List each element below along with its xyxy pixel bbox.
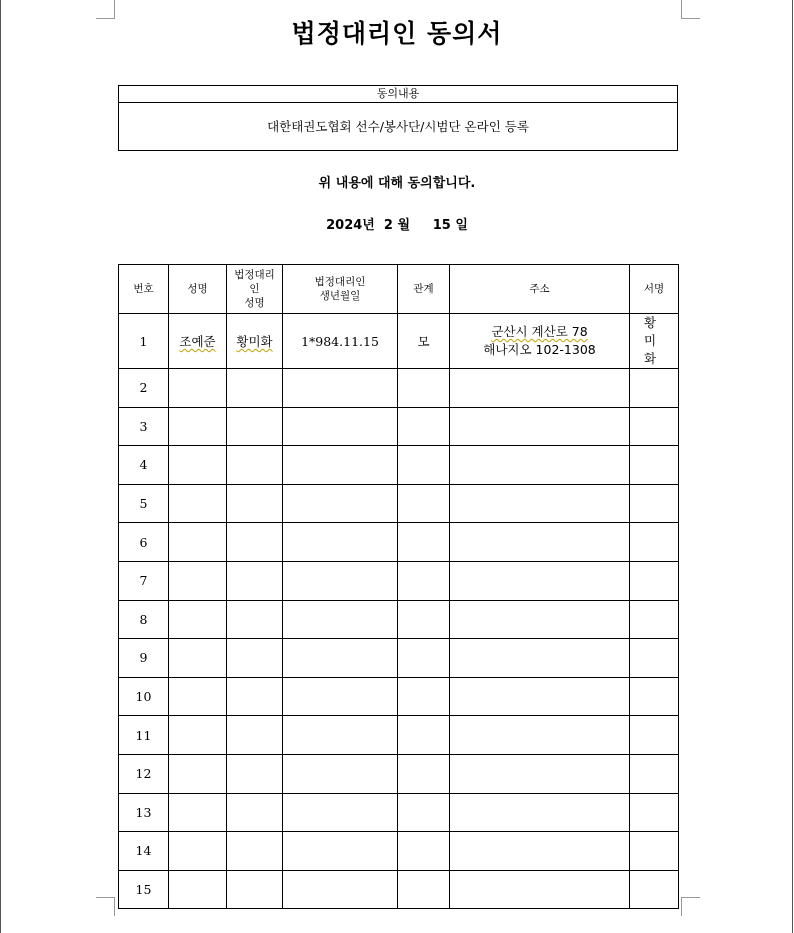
header-signature: 서명 [630, 265, 679, 314]
document-title: 법정대리인 동의서 [291, 19, 503, 48]
table-row [119, 369, 679, 408]
date-year: 2024년 [326, 218, 375, 233]
row-number: 11 [119, 716, 169, 755]
guardian-name-cell[interactable] [227, 600, 283, 639]
row-number: 12 [119, 754, 169, 793]
row-number: 4 [119, 446, 169, 485]
student-name-cell[interactable] [169, 369, 227, 408]
row-number: 1 [119, 314, 169, 369]
relation-cell[interactable] [398, 677, 450, 716]
agree-statement: 위 내용에 대해 동의합니다. [318, 176, 476, 191]
student-name-cell[interactable] [169, 314, 227, 369]
header-guardian-name-line2: 인 [249, 283, 260, 295]
signature-cell[interactable] [630, 754, 679, 793]
table-row [119, 793, 679, 832]
address-cell[interactable] [450, 793, 630, 832]
address-cell[interactable] [450, 407, 630, 446]
student-name-cell[interactable] [169, 832, 227, 871]
relation-cell[interactable] [398, 561, 450, 600]
student-name-cell[interactable] [169, 484, 227, 523]
table-row [119, 754, 679, 793]
signature-cell[interactable] [630, 314, 679, 369]
address-cell[interactable] [450, 716, 630, 755]
consent-content-box [118, 85, 678, 151]
crop-mark-bottom-left [96, 897, 115, 916]
relation-cell[interactable] [398, 716, 450, 755]
header-address: 주소 [450, 265, 630, 314]
relation-cell[interactable] [398, 369, 450, 408]
address-cell[interactable] [450, 446, 630, 485]
table-row [119, 832, 679, 871]
table-row [119, 484, 679, 523]
guardian-birth-cell[interactable] [283, 639, 398, 678]
address-cell[interactable] [450, 832, 630, 871]
guardian-birth-cell[interactable] [283, 407, 398, 446]
header-guardian-name-line3: 성명 [244, 297, 265, 309]
guardian-name-cell[interactable] [227, 561, 283, 600]
page-edge-left [0, 0, 1, 933]
signature-cell[interactable] [630, 832, 679, 871]
table-row [119, 716, 679, 755]
guardian-name-cell[interactable] [227, 677, 283, 716]
signature-cell[interactable] [630, 369, 679, 408]
row-number: 13 [119, 793, 169, 832]
student-name-cell[interactable] [169, 407, 227, 446]
header-guardian-name [227, 265, 283, 314]
table-row [119, 677, 679, 716]
guardian-name-cell[interactable] [227, 314, 283, 369]
guardian-birth-cell[interactable] [283, 600, 398, 639]
guardian-name-cell[interactable] [227, 446, 283, 485]
student-name-cell[interactable] [169, 446, 227, 485]
guardian-table [118, 264, 679, 909]
signature-cell[interactable] [630, 870, 679, 909]
page-edge-right [792, 0, 793, 933]
relation-cell[interactable] [398, 793, 450, 832]
header-relation: 관계 [398, 265, 450, 314]
guardian-name: 황미화 [236, 334, 273, 349]
signature-cell[interactable] [630, 793, 679, 832]
signature-cell[interactable] [630, 677, 679, 716]
signature-cell[interactable] [630, 639, 679, 678]
student-name-cell[interactable] [169, 793, 227, 832]
student-name-cell[interactable] [169, 754, 227, 793]
signature-line2: 화 [643, 351, 665, 366]
relation-cell[interactable] [398, 600, 450, 639]
row-number: 15 [119, 870, 169, 909]
guardian-birth-cell[interactable] [283, 716, 398, 755]
guardian-name-cell[interactable] [227, 870, 283, 909]
signature-cell[interactable] [630, 716, 679, 755]
date-day: 15 일 [432, 218, 468, 233]
student-name-cell[interactable] [169, 523, 227, 562]
address-cell[interactable] [450, 600, 630, 639]
student-name: 조예준 [179, 334, 216, 349]
row-number: 7 [119, 561, 169, 600]
header-no: 번호 [119, 265, 169, 314]
crop-mark-bottom-right [681, 897, 700, 916]
guardian-name-cell[interactable] [227, 793, 283, 832]
relation-cell[interactable] [398, 832, 450, 871]
address-cell[interactable] [450, 754, 630, 793]
table-row [119, 446, 679, 485]
student-name-cell[interactable] [169, 639, 227, 678]
row-number: 5 [119, 484, 169, 523]
consent-body: 대한태권도협회 선수/봉사단/시범단 온라인 등록 [267, 119, 529, 134]
relation-cell[interactable] [398, 754, 450, 793]
table-row [119, 639, 679, 678]
guardian-birth-cell[interactable] [283, 793, 398, 832]
guardian-birth-cell[interactable] [283, 677, 398, 716]
address-cell[interactable] [450, 369, 630, 408]
student-name-cell[interactable] [169, 716, 227, 755]
signature-cell[interactable] [630, 561, 679, 600]
relation-cell[interactable] [398, 870, 450, 909]
guardian-name-cell[interactable] [227, 716, 283, 755]
student-name-cell[interactable] [169, 870, 227, 909]
header-guardian-birth [283, 265, 398, 314]
date-month: 2 월 [383, 218, 411, 233]
table-row [119, 314, 679, 369]
row-number: 10 [119, 677, 169, 716]
guardian-birth[interactable]: 1*984.11.15 [283, 314, 398, 369]
relation-cell[interactable] [398, 407, 450, 446]
guardian-birth-cell[interactable] [283, 369, 398, 408]
date-line [0, 214, 794, 233]
signature-line1: 황 미 [643, 315, 665, 348]
guardian-birth-cell[interactable] [283, 754, 398, 793]
guardian-birth-cell[interactable] [283, 446, 398, 485]
address-cell[interactable] [450, 870, 630, 909]
header-name: 성명 [169, 265, 227, 314]
guardian-birth-cell[interactable] [283, 870, 398, 909]
row-number: 2 [119, 369, 169, 408]
address-cell[interactable] [450, 484, 630, 523]
relation-cell[interactable] [398, 523, 450, 562]
guardian-birth-cell[interactable] [283, 484, 398, 523]
signature-cell[interactable] [630, 600, 679, 639]
address-cell[interactable] [450, 561, 630, 600]
consent-header: 동의내용 [119, 86, 677, 103]
row-number: 6 [119, 523, 169, 562]
address-cell[interactable] [450, 314, 630, 369]
address-cell[interactable] [450, 677, 630, 716]
address-cell[interactable] [450, 639, 630, 678]
address-line2: 해나지오 102-1308 [483, 342, 596, 357]
signature-cell[interactable] [630, 484, 679, 523]
header-guardian-birth-line2: 생년월일 [319, 290, 361, 302]
guardian-name-cell[interactable] [227, 407, 283, 446]
row-number: 8 [119, 600, 169, 639]
table-row [119, 561, 679, 600]
guardian-birth-cell[interactable] [283, 832, 398, 871]
guardian-name-cell[interactable] [227, 754, 283, 793]
row-number: 14 [119, 832, 169, 871]
row-number: 3 [119, 407, 169, 446]
header-guardian-name-line1: 법정대리 [234, 269, 275, 281]
table-row [119, 407, 679, 446]
table-row [119, 523, 679, 562]
table-row [119, 600, 679, 639]
relation-cell[interactable] [398, 446, 450, 485]
header-guardian-birth-line1: 법정대리인 [314, 276, 366, 288]
guardian-name-cell[interactable] [227, 639, 283, 678]
table-header-row [119, 265, 679, 314]
guardian-name-cell[interactable] [227, 369, 283, 408]
address-cell[interactable] [450, 523, 630, 562]
guardian-birth-cell[interactable] [283, 561, 398, 600]
student-name-cell[interactable] [169, 677, 227, 716]
guardian-name-cell[interactable] [227, 484, 283, 523]
relation-cell[interactable] [398, 639, 450, 678]
signature-cell[interactable] [630, 523, 679, 562]
address-line1: 군산시 계산로 78 [491, 324, 588, 339]
relation[interactable]: 모 [398, 314, 450, 369]
relation-cell[interactable] [398, 484, 450, 523]
guardian-name-cell[interactable] [227, 523, 283, 562]
signature-cell[interactable] [630, 446, 679, 485]
guardian-birth-cell[interactable] [283, 523, 398, 562]
table-row [119, 870, 679, 909]
student-name-cell[interactable] [169, 561, 227, 600]
signature-cell[interactable] [630, 407, 679, 446]
row-number: 9 [119, 639, 169, 678]
guardian-name-cell[interactable] [227, 832, 283, 871]
student-name-cell[interactable] [169, 600, 227, 639]
